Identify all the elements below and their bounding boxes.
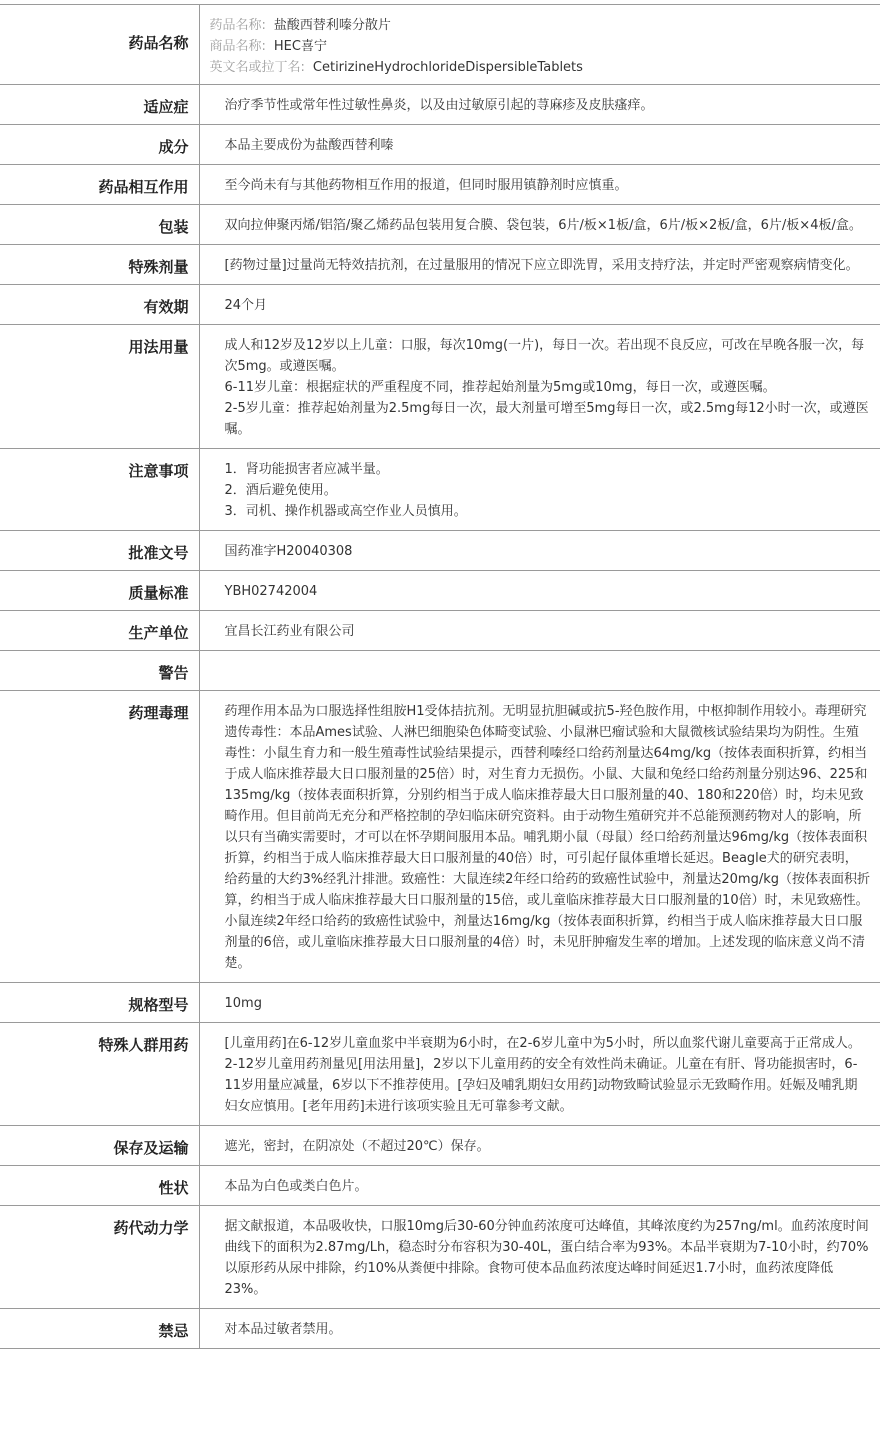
row-indications <box>0 85 880 125</box>
generic-name-line <box>210 15 871 36</box>
row-value: 宜昌长江药业有限公司 <box>199 611 880 651</box>
brand-name-line <box>210 36 871 57</box>
row-label: 成分 <box>0 125 199 165</box>
row-value: 10mg <box>199 983 880 1023</box>
row-special-populations <box>0 1023 880 1126</box>
row-value <box>199 1023 880 1126</box>
row-label: 用法用量 <box>0 325 199 449</box>
row-value <box>199 449 880 531</box>
row-label: 性状 <box>0 1166 199 1206</box>
row-contraindications <box>0 1309 880 1349</box>
row-storage <box>0 1126 880 1166</box>
row-label: 禁忌 <box>0 1309 199 1349</box>
precaution-item: 2．酒后避免使用。 <box>224 483 337 498</box>
row-label: 规格型号 <box>0 983 199 1023</box>
row-shelf-life <box>0 285 880 325</box>
row-label: 药代动力学 <box>0 1206 199 1309</box>
brand-name-value: HEC喜宁 <box>273 39 327 54</box>
dosage-child-6-11: 6-11岁儿童：根据症状的严重程度不同，推荐起始剂量为5mg或10mg，每日一次，或遵医嘱。 <box>224 380 776 395</box>
row-label: 保存及运输 <box>0 1126 199 1166</box>
row-value: 遮光，密封，在阴凉处（不超过20℃）保存。 <box>199 1126 880 1166</box>
row-ingredients <box>0 125 880 165</box>
row-label: 药理毒理 <box>0 691 199 983</box>
row-dosage <box>0 325 880 449</box>
row-appearance <box>0 1166 880 1206</box>
english-name-value: CetirizineHydrochlorideDispersibleTablets <box>312 60 583 75</box>
row-drug-name <box>0 5 880 85</box>
row-value: [药物过量]过量尚无特效拮抗剂，在过量服用的情况下应立即洗胃，采用支持疗法，并定时严密观察病情变化。 <box>199 245 880 285</box>
row-value: 双向拉伸聚丙烯/铝箔/聚乙烯药品包装用复合膜、袋包装，6片/板×1板/盒，6片/板×2板/盒，6片/板×4板/盒。 <box>199 205 880 245</box>
row-label: 生产单位 <box>0 611 199 651</box>
row-label: 药品相互作用 <box>0 165 199 205</box>
row-pharmacology <box>0 691 880 983</box>
precaution-item: 3．司机、操作机器或高空作业人员慎用。 <box>224 504 467 519</box>
row-value: 本品为白色或类白色片。 <box>199 1166 880 1206</box>
row-packaging <box>0 205 880 245</box>
row-value: 治疗季节性或常年性过敏性鼻炎，以及由过敏原引起的荨麻疹及皮肤瘙痒。 <box>199 85 880 125</box>
row-label: 有效期 <box>0 285 199 325</box>
special-populations-children: [儿童用药]在6-12岁儿童血浆中半衰期为6小时，在2-6岁儿童中为5小时，所以血浆代谢儿童要高于正常成人。 <box>224 1036 861 1051</box>
row-value <box>199 325 880 449</box>
row-pharmacokinetics <box>0 1206 880 1309</box>
row-value: YBH02742004 <box>199 571 880 611</box>
row-value: 据文献报道，本品吸收快，口服10mg后30-60分钟血药浓度可达峰值，其峰浓度约为257ng/ml。血药浓度时间曲线下的面积为2.87mg/Lh，稳态时分布容积为30-40L，蛋白结合率为93%。本品半衰期为7-10小时，约70%以原形药从尿中排除，约10%从粪便中排除。食物可使本品血药浓度达峰时间延迟1.7小时，血药浓度降低23%。 <box>199 1206 880 1309</box>
row-value: 本品主要成份为盐酸西替利嗪 <box>199 125 880 165</box>
row-value <box>199 5 880 85</box>
english-name-line <box>210 57 871 78</box>
row-approval-number <box>0 531 880 571</box>
dosage-child-2-5: 2-5岁儿童：推荐起始剂量为2.5mg每日一次，最大剂量可增至5mg每日一次，或2.5mg每12小时一次，或遵医嘱。 <box>224 401 869 437</box>
row-warning <box>0 651 880 691</box>
row-label: 质量标准 <box>0 571 199 611</box>
row-overdose <box>0 245 880 285</box>
row-label: 适应症 <box>0 85 199 125</box>
generic-name-value: 盐酸西替利嗪分散片 <box>273 18 391 33</box>
row-quality-standard <box>0 571 880 611</box>
row-precautions <box>0 449 880 531</box>
row-label: 警告 <box>0 651 199 691</box>
drug-info-table <box>0 4 880 1349</box>
row-label: 批准文号 <box>0 531 199 571</box>
brand-name-key: 商品名称: <box>209 39 266 54</box>
row-label: 特殊人群用药 <box>0 1023 199 1126</box>
dosage-adult: 成人和12岁及12岁以上儿童：口服，每次10mg(一片)，每日一次。若出现不良反应，可改在早晚各服一次，每次5mg。或遵医嘱。 <box>224 338 865 374</box>
row-value: 对本品过敏者禁用。 <box>199 1309 880 1349</box>
row-specification <box>0 983 880 1023</box>
row-manufacturer <box>0 611 880 651</box>
row-label: 注意事项 <box>0 449 199 531</box>
warning-text <box>225 661 871 682</box>
row-value: 药理作用本品为口服选择性组胺H1受体拮抗剂。无明显抗胆碱或抗5-羟色胺作用，中枢抑制作用较小。毒理研究遗传毒性：本品Ames试验、人淋巴细胞染色体畸变试验、小鼠淋巴瘤试验和大鼠微核试验结果均为阴性。生殖毒性：小鼠生育力和一般生殖毒性试验结果提示，西替利嗪经口给药剂量达64mg/kg（按体表面积折算，约相当于成人临床推荐最大日口服剂量的25倍）时，对生育力无损伤。小鼠、大鼠和兔经口给药剂量分别达96、225和135mg/kg（按体表面积折算，分别约相当于成人临床推荐最大日口服剂量的40、180和220倍）时，均未见致畸作用。但目前尚无充分和严格控制的孕妇临床研究资料。由于动物生殖研究并不总能预测药物对人的影响，所以只有当确实需要时，才可以在怀孕期间服用本品。哺乳期小鼠（母鼠）经口给药剂量达96mg/kg（按体表面积折算，约相当于成人临床推荐最大日口服剂量的40倍）时，可引起仔鼠体重增长延迟。Beagle犬的研究表明，给药量的大约3%经乳汁排泄。致癌性：大鼠连续2年经口给药的致癌性试验中，剂量达20mg/kg（按体表面积折算，约相当于成人临床推荐最大日口服剂量的15倍，或儿童临床推荐最大日口服剂量的10倍）时，未见致癌性。小鼠连续2年经口给药的致癌性试验中，剂量达16mg/kg（按体表面积折算，约相当于成人临床推荐最大日口服剂量的6倍，或儿童临床推荐最大日口服剂量的4倍）时，未见肝肿瘤发生率的增加。上述发现的临床意义尚不清楚。 <box>199 691 880 983</box>
precaution-item: 1．肾功能损害者应减半量。 <box>224 462 389 477</box>
row-value: 国药准字H20040308 <box>199 531 880 571</box>
row-label: 药品名称 <box>0 5 199 85</box>
generic-name-key: 药品名称: <box>209 18 266 33</box>
english-name-key: 英文名或拉丁名: <box>209 60 305 75</box>
row-value: 至今尚未有与其他药物相互作用的报道，但同时服用镇静剂时应慎重。 <box>199 165 880 205</box>
row-value: 24个月 <box>199 285 880 325</box>
special-populations-other: 2-12岁儿童用药剂量见[用法用量]，2岁以下儿童用药的安全有效性尚未确证。儿童在有肝、肾功能损害时，6-11岁用量应减量，6岁以下不推荐使用。[孕妇及哺乳期妇女用药]动物致畸试验显示无致畸作用。妊娠及哺乳期妇女应慎用。[老年用药]未进行该项实验且无可靠参考文献。 <box>224 1057 858 1114</box>
row-label: 包装 <box>0 205 199 245</box>
row-interactions <box>0 165 880 205</box>
row-label: 特殊剂量 <box>0 245 199 285</box>
row-value <box>199 651 880 691</box>
